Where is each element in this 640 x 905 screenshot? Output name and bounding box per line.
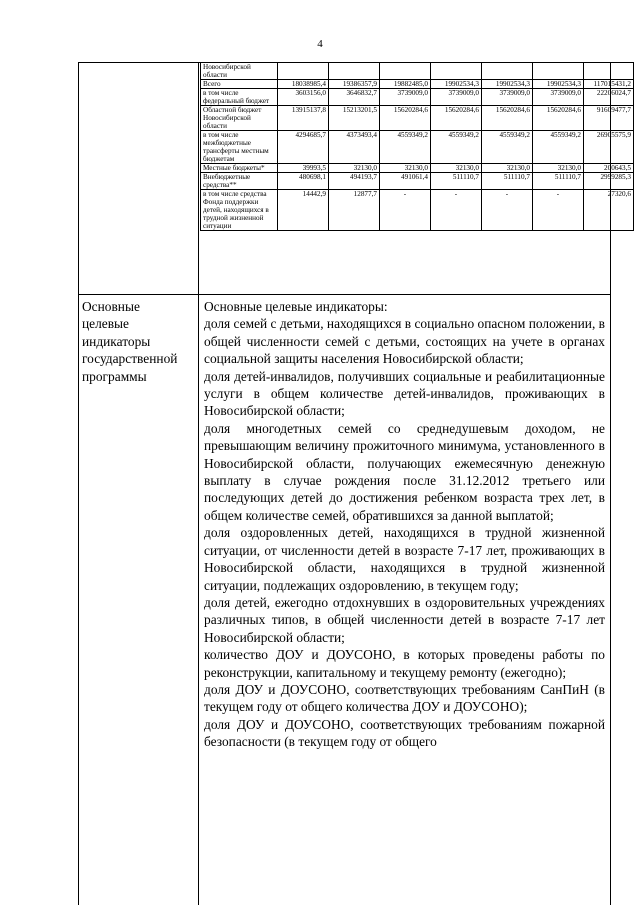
indicator-item: доля ДОУ и ДОУСОНО, соответствующих требованиям СанПиН (в текущем году от общего количества ДОУ и ДОУСОНО); — [204, 681, 605, 715]
finance-cell — [482, 63, 533, 80]
indicator-item: доля многодетных семей со среднедушевым доходом, не превышающим величину прожиточного минимума, установленного в Новосибирской области, получающих ежемесячную денежную выплату в случае рождения после 31.12.2012 третьего или последующих детей до достижения ребенком возраста трех лет, в общем количестве семей, обратившихся за данной выплатой; — [204, 420, 605, 523]
finance-cell: - — [431, 190, 482, 231]
indicator-item: количество ДОУ и ДОУСОНО, в которых проведены работы по реконструкции, капитальному и текущему ремонту (ежегодно); — [204, 647, 605, 680]
section-label-line: программы — [82, 368, 147, 384]
finance-cell: 13915137,8 — [278, 106, 329, 131]
finance-row-label: в том числе средства Фонда поддержки детей, находящихся в трудной жизненной ситуации — [201, 190, 278, 231]
finance-cell: 15620284,6 — [482, 106, 533, 131]
finance-cell: 12877,7 — [329, 190, 380, 231]
finance-cell: 4559349,2 — [482, 131, 533, 164]
finance-cell: 39993,5 — [278, 164, 329, 173]
finance-cell: 15620284,6 — [431, 106, 482, 131]
table-column-divider — [198, 62, 199, 905]
section-label-line: индикаторы — [82, 333, 151, 349]
finance-row-label: в том числе федеральный бюджет — [201, 89, 278, 106]
finance-row — [201, 173, 634, 190]
finance-cell: 32130,0 — [482, 164, 533, 173]
finance-cell: 32130,0 — [533, 164, 584, 173]
finance-cell: 32130,0 — [380, 164, 431, 173]
finance-row — [201, 106, 634, 131]
finance-cell: 15620284,6 — [380, 106, 431, 131]
indicator-item: доля ДОУ и ДОУСОНО, соответствующих требованиям пожарной безопасности (в текущем году от общего — [204, 716, 605, 750]
finance-cell: 200643,5 — [584, 164, 634, 173]
finance-cell: 14442,9 — [278, 190, 329, 231]
finance-table — [200, 62, 634, 231]
indicator-item: доля детей-инвалидов, получивших социальные и реабилитационные услуги в общем количестве детей-инвалидов, проживающих в Новосибирской области; — [204, 368, 605, 419]
finance-row — [201, 164, 634, 173]
finance-cell: 494193,7 — [329, 173, 380, 190]
finance-cell: 4559349,2 — [380, 131, 431, 164]
finance-cell: 491061,4 — [380, 173, 431, 190]
indicators-cell — [204, 298, 605, 751]
finance-cell: 2999285,3 — [584, 173, 634, 190]
finance-cell: 4559349,2 — [431, 131, 482, 164]
finance-row — [201, 131, 634, 164]
finance-cell — [278, 63, 329, 80]
finance-row — [201, 80, 634, 89]
finance-cell — [431, 63, 482, 80]
section-label-line: государственной — [82, 351, 178, 367]
finance-cell: 3739009,0 — [533, 89, 584, 106]
finance-row — [201, 89, 634, 106]
finance-cell: 32130,0 — [329, 164, 380, 173]
finance-cell: 3739009,0 — [482, 89, 533, 106]
finance-cell: 511110,7 — [482, 173, 533, 190]
finance-row-label: в том числе межбюджетные трансферты местным бюджетам — [201, 131, 278, 164]
finance-row-label: Областной бюджет Новосибирской области — [201, 106, 278, 131]
finance-cell — [329, 63, 380, 80]
finance-cell: 4294685,7 — [278, 131, 329, 164]
finance-cell: - — [380, 190, 431, 231]
finance-cell: 26905575,9 — [584, 131, 634, 164]
finance-cell: 4373493,4 — [329, 131, 380, 164]
finance-cell: 3646832,7 — [329, 89, 380, 106]
indicators-heading: Основные целевые индикаторы: — [204, 299, 388, 314]
finance-cell: 18038985,4 — [278, 80, 329, 89]
finance-cell: - — [533, 190, 584, 231]
finance-cell: 19882485,0 — [380, 80, 431, 89]
finance-row-label: Местные бюджеты* — [201, 164, 278, 173]
indicator-item: доля семей с детьми, находящихся в социально опасном положении, в общей численности семей с детьми, состоящих на учете в органах социальной защиты населения Новосибирской области; — [204, 316, 605, 367]
finance-row-label: Всего — [201, 80, 278, 89]
finance-cell: 19386357,9 — [329, 80, 380, 89]
finance-cell: 15213201,5 — [329, 106, 380, 131]
finance-cell: 3739009,0 — [431, 89, 482, 106]
finance-row-label: Внебюджетные средства** — [201, 173, 278, 190]
finance-cell: 27320,6 — [584, 190, 634, 231]
section-label — [82, 298, 198, 385]
finance-cell: 19902534,3 — [482, 80, 533, 89]
section-divider — [78, 294, 611, 295]
indicator-list — [204, 315, 605, 750]
finance-cell: 480698,1 — [278, 173, 329, 190]
finance-cell: - — [482, 190, 533, 231]
finance-cell: 22206024,7 — [584, 89, 634, 106]
finance-cell: 15620284,6 — [533, 106, 584, 131]
finance-cell: 4559349,2 — [533, 131, 584, 164]
finance-cell: 19902534,3 — [533, 80, 584, 89]
indicator-item: доля детей, ежегодно отдохнувших в оздоровительных учреждениях различных типов, в общей численности детей в возрасте 7-17 лет Новосибирской области; — [204, 594, 605, 645]
page-number: 4 — [317, 38, 323, 50]
finance-cell: 3739009,0 — [380, 89, 431, 106]
finance-cell: 511110,7 — [533, 173, 584, 190]
finance-cell: 19902534,3 — [431, 80, 482, 89]
finance-row — [201, 190, 634, 231]
table-left-border — [78, 62, 79, 905]
finance-row — [201, 63, 634, 80]
finance-cell — [584, 63, 634, 80]
section-label-line: целевые — [82, 316, 129, 332]
finance-cell — [380, 63, 431, 80]
finance-cell: 117015431,2 — [584, 80, 634, 89]
finance-cell — [533, 63, 584, 80]
finance-cell: 32130,0 — [431, 164, 482, 173]
finance-cell: 511110,7 — [431, 173, 482, 190]
finance-cell: 3603156,0 — [278, 89, 329, 106]
finance-cell: 91609477,7 — [584, 106, 634, 131]
section-label-line: Основные — [82, 299, 140, 314]
indicator-item: доля оздоровленных детей, находящихся в трудной жизненной ситуации, от численности детей в возрасте 7-17 лет, проживающих в Новосибирской области, находящихся в трудной жизненной ситуации, подлежащих оздоровлению, в текущем году; — [204, 525, 605, 593]
finance-row-label: Новосибирской области — [201, 63, 278, 80]
